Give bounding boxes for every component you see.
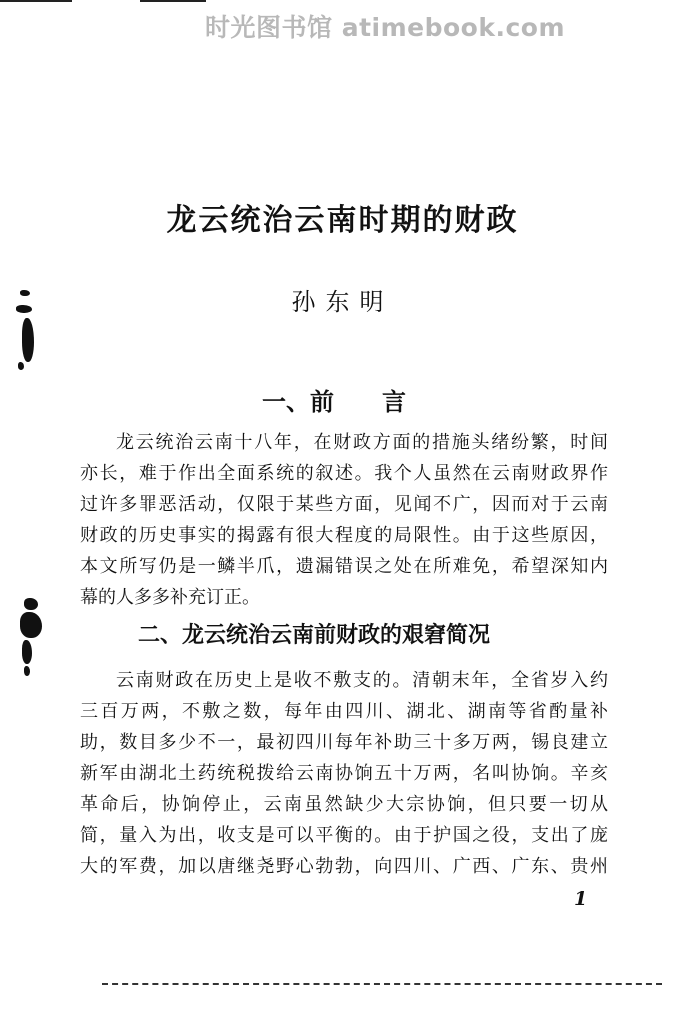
paragraph-line: 简，量入为出，收支是可以平衡的。由于护国之役，支出了庞: [80, 825, 608, 846]
paragraph-line: 云南财政在历史上是收不敷支的。清朝末年，全省岁入约: [116, 670, 608, 691]
section-heading-preface: [262, 382, 406, 417]
scan-blot: [20, 290, 30, 296]
paragraph-line: 大的军费，加以唐继尧野心勃勃，向四川、广西、广东、贵州: [80, 856, 608, 877]
scan-blot: [18, 362, 24, 370]
paragraph-line: 三百万两，不敷之数，每年由四川、湖北、湖南等省酌量补: [80, 701, 608, 722]
paragraph-line: 本文所写仍是一鳞半爪，遗漏错误之处在所难免，希望深知内: [80, 556, 608, 577]
section-number: 一、: [262, 388, 310, 416]
paragraph-line: 亦长，难于作出全面系统的叙述。我个人虽然在云南财政界作: [80, 463, 608, 484]
paragraph-line: 新军由湖北土药统税拨给云南协饷五十万两，名叫协饷。辛亥: [80, 763, 608, 784]
bottom-scan-border: [102, 983, 662, 985]
top-rule-left: [0, 0, 72, 2]
paragraph-line: 财政的历史事实的揭露有很大程度的局限性。由于这些原因，: [80, 525, 608, 546]
preface-paragraph: [80, 427, 608, 613]
article-author: 孙东明: [291, 288, 394, 316]
page-number: 1: [574, 888, 588, 910]
paragraph-line: 过许多罪恶活动，仅限于某些方面，见闻不广，因而对于云南: [80, 494, 608, 515]
scan-blot: [16, 305, 32, 313]
watermark: 时光图书馆 atimebook.com: [205, 13, 566, 42]
paragraph-line: 革命后，协饷停止，云南虽然缺少大宗协饷，但只要一切从: [80, 794, 608, 815]
scan-blot: [24, 598, 38, 610]
heading-char-a: 前: [310, 388, 334, 416]
heading-char-b: 言: [382, 388, 406, 416]
scan-blot: [22, 640, 32, 664]
section2-paragraph: [80, 665, 608, 882]
top-rule-right: [140, 0, 206, 2]
section-heading-2: 二、龙云统治云南前财政的艰窘简况: [138, 623, 491, 648]
article-title: 龙云统治云南时期的财政: [166, 203, 519, 238]
paragraph-line: 龙云统治云南十八年，在财政方面的措施头绪纷繁，时间: [116, 432, 608, 453]
paragraph-line: 幕的人多多补充订正。: [80, 587, 260, 608]
scan-blot: [22, 318, 34, 362]
scan-blot: [20, 612, 42, 638]
paragraph-line: 助，数目多少不一，最初四川每年补助三十多万两，锡良建立: [80, 732, 608, 753]
scan-blot: [24, 666, 30, 676]
